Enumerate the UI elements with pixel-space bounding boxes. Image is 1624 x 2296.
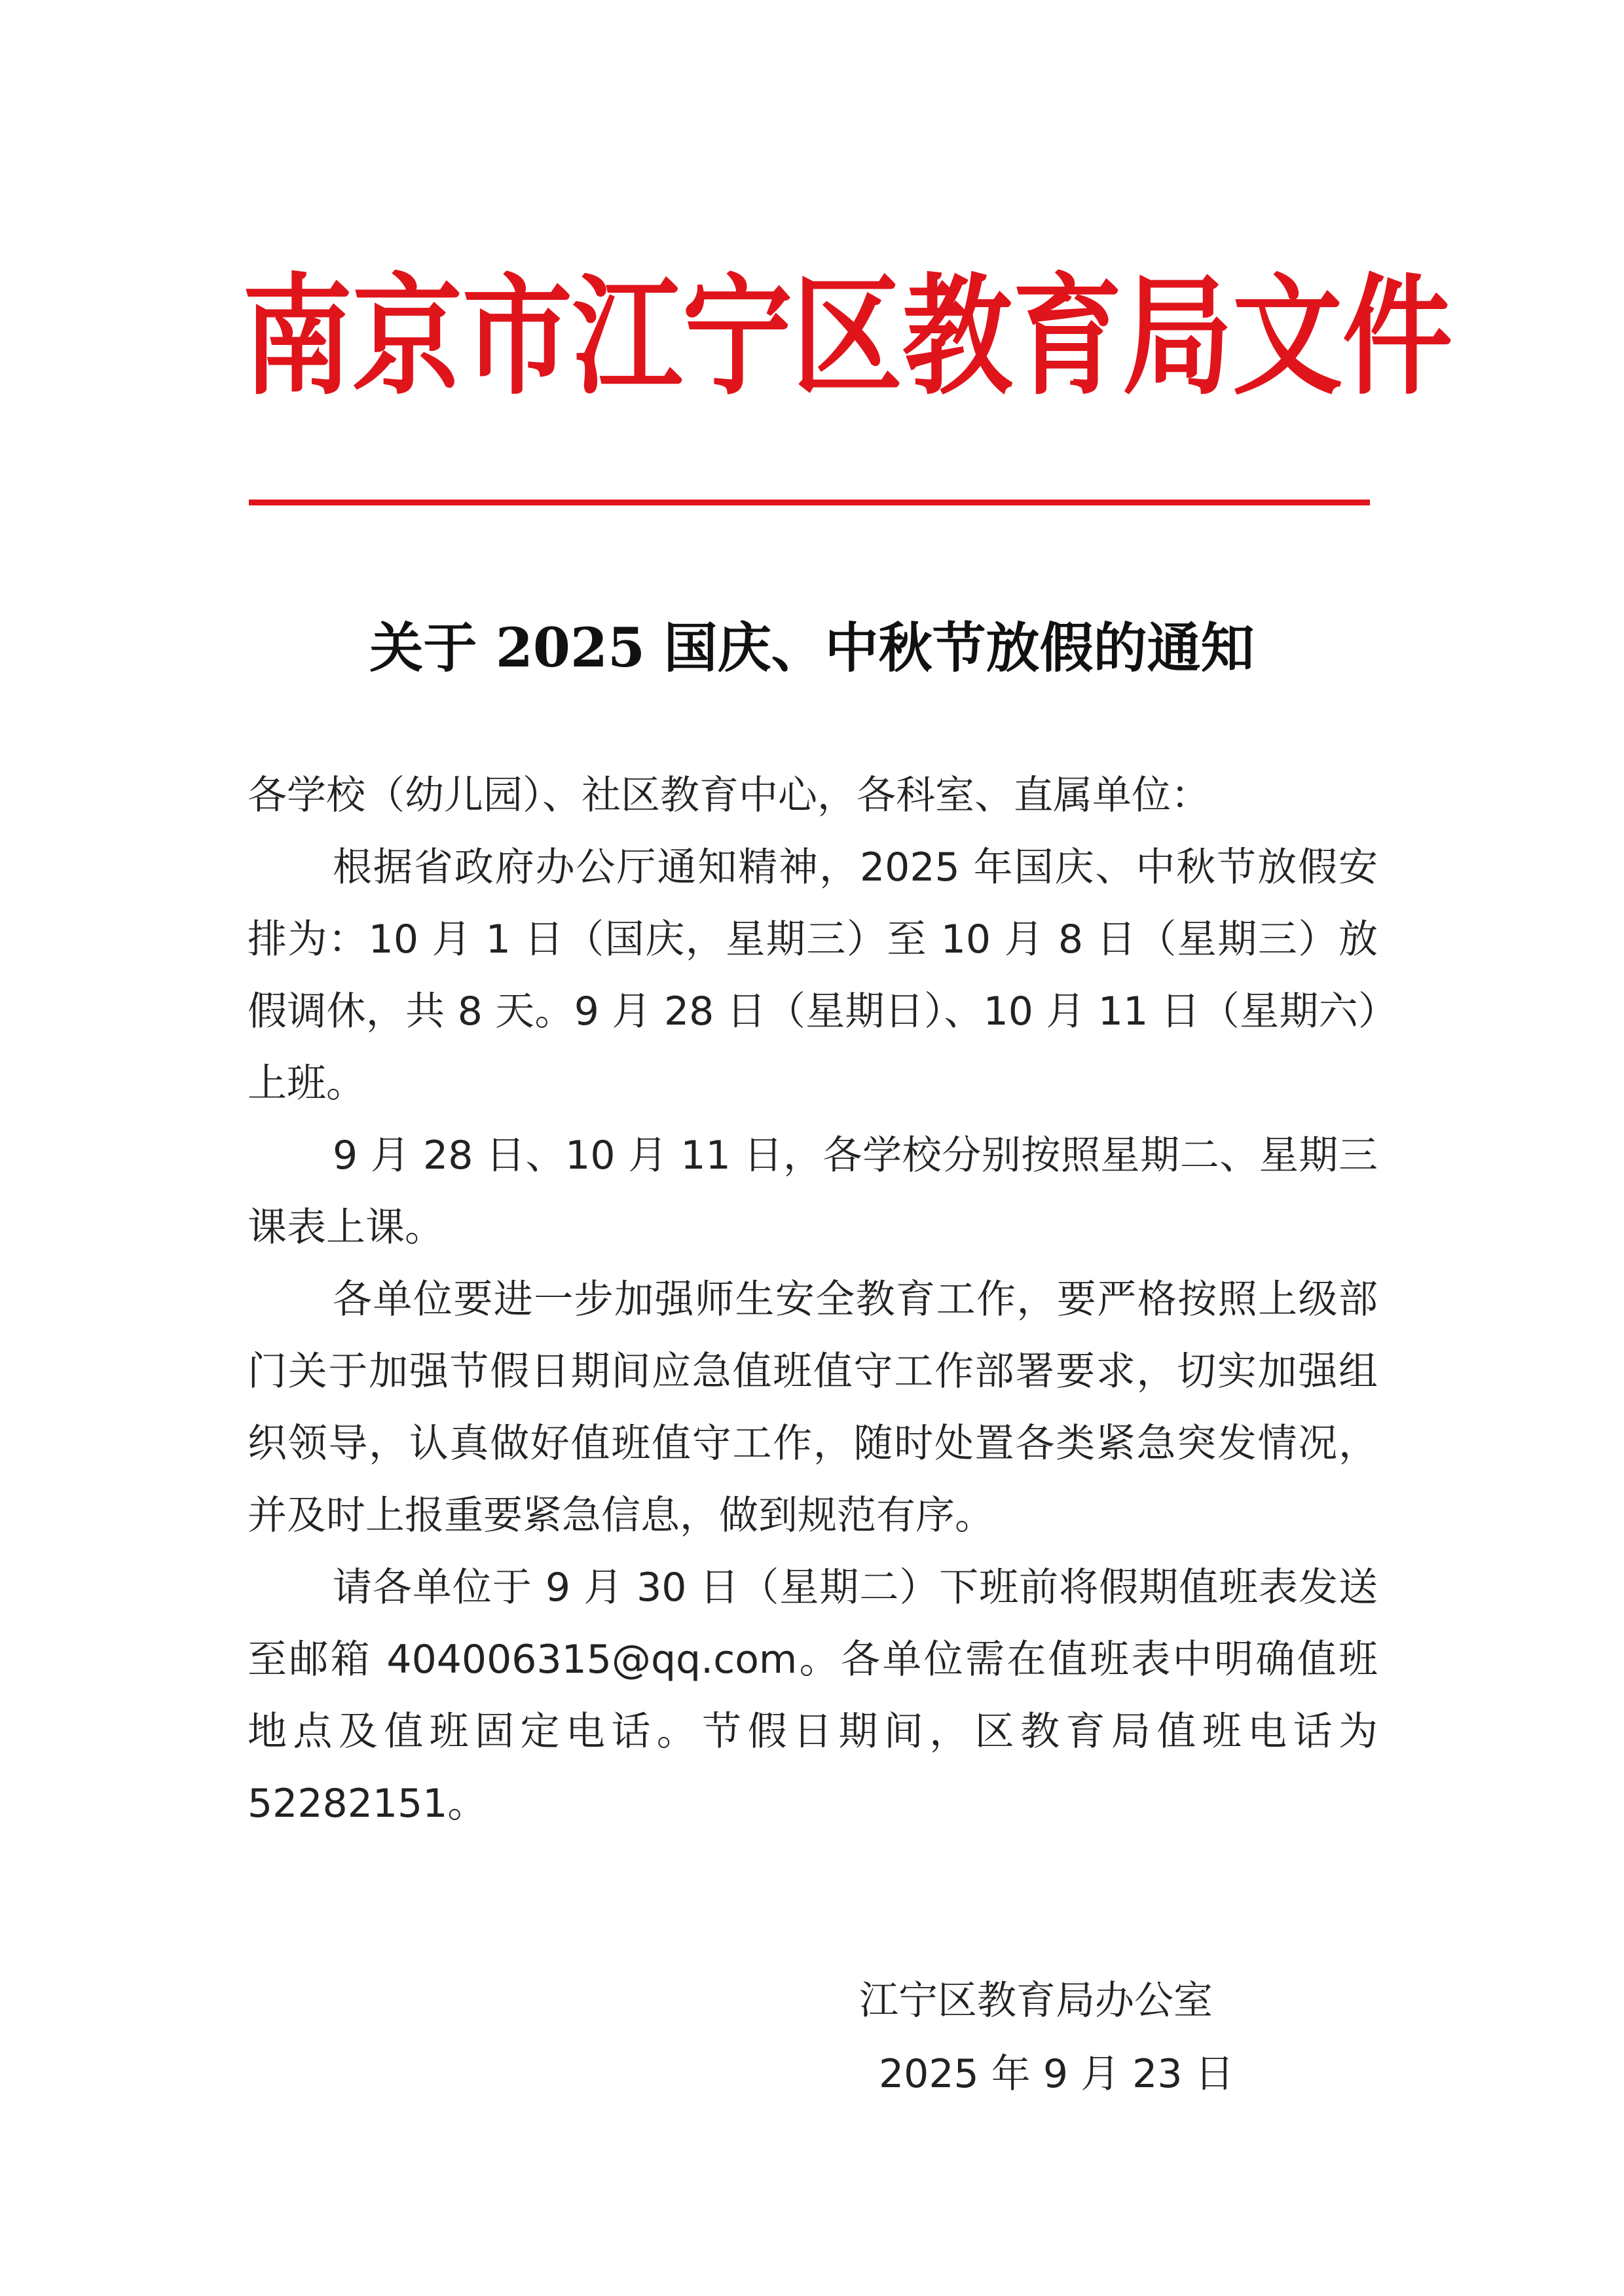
masthead-divider: [249, 500, 1370, 505]
masthead-char: 区: [792, 259, 902, 413]
signature-block: [851, 1964, 1297, 2111]
masthead-char: 育: [1012, 259, 1122, 413]
masthead-char: 宁: [682, 259, 792, 413]
masthead-char: 文: [1232, 259, 1342, 413]
document-body: [248, 759, 1378, 1840]
body-paragraph: 请各单位于 9 月 30 日（星期二）下班前将假期值班表发送至邮箱 404006315@qq.com。各单位需在值班表中明确值班地点及值班固定电话。节假日期间，区教育局值班电话为 52282151。: [248, 1565, 1378, 1827]
signature-org: 江宁区教育局办公室: [859, 1978, 1213, 2024]
masthead-char: 教: [902, 259, 1012, 413]
masthead-char: 南: [242, 259, 352, 413]
masthead-char: 市: [462, 259, 572, 413]
body-paragraph: 各单位要进一步加强师生安全教育工作，要严格按照上级部门关于加强节假日期间应急值班值守工作部署要求，切实加强组织领导，认真做好值班值守工作，随时处置各类紧急突发情况，并及时上报重要紧急信息，做到规范有序。: [248, 1277, 1378, 1539]
masthead-char: 京: [352, 259, 462, 413]
masthead-title: [242, 236, 1452, 437]
body-paragraph: 根据省政府办公厅通知精神，2025 年国庆、中秋节放假安排为：10 月 1 日（国庆，星期三）至 10 月 8 日（星期三）放假调休，共 8 天。9 月 28 日（星期日）、10 月 11 日（星期六）上班。: [248, 845, 1378, 1106]
masthead-char: 局: [1122, 259, 1232, 413]
masthead-char: 件: [1342, 259, 1452, 413]
body-paragraph: 9 月 28 日、10 月 11 日，各学校分别按照星期二、星期三课表上课。: [248, 1133, 1378, 1250]
salutation: 各学校（幼儿园）、社区教育中心，各科室、直属单位：: [248, 773, 1210, 818]
masthead-char: 江: [572, 259, 682, 413]
signature-date: 2025 年 9 月 23 日: [879, 2051, 1234, 2097]
document-title: 关于 2025 国庆、中秋节放假的通知: [369, 617, 1255, 680]
